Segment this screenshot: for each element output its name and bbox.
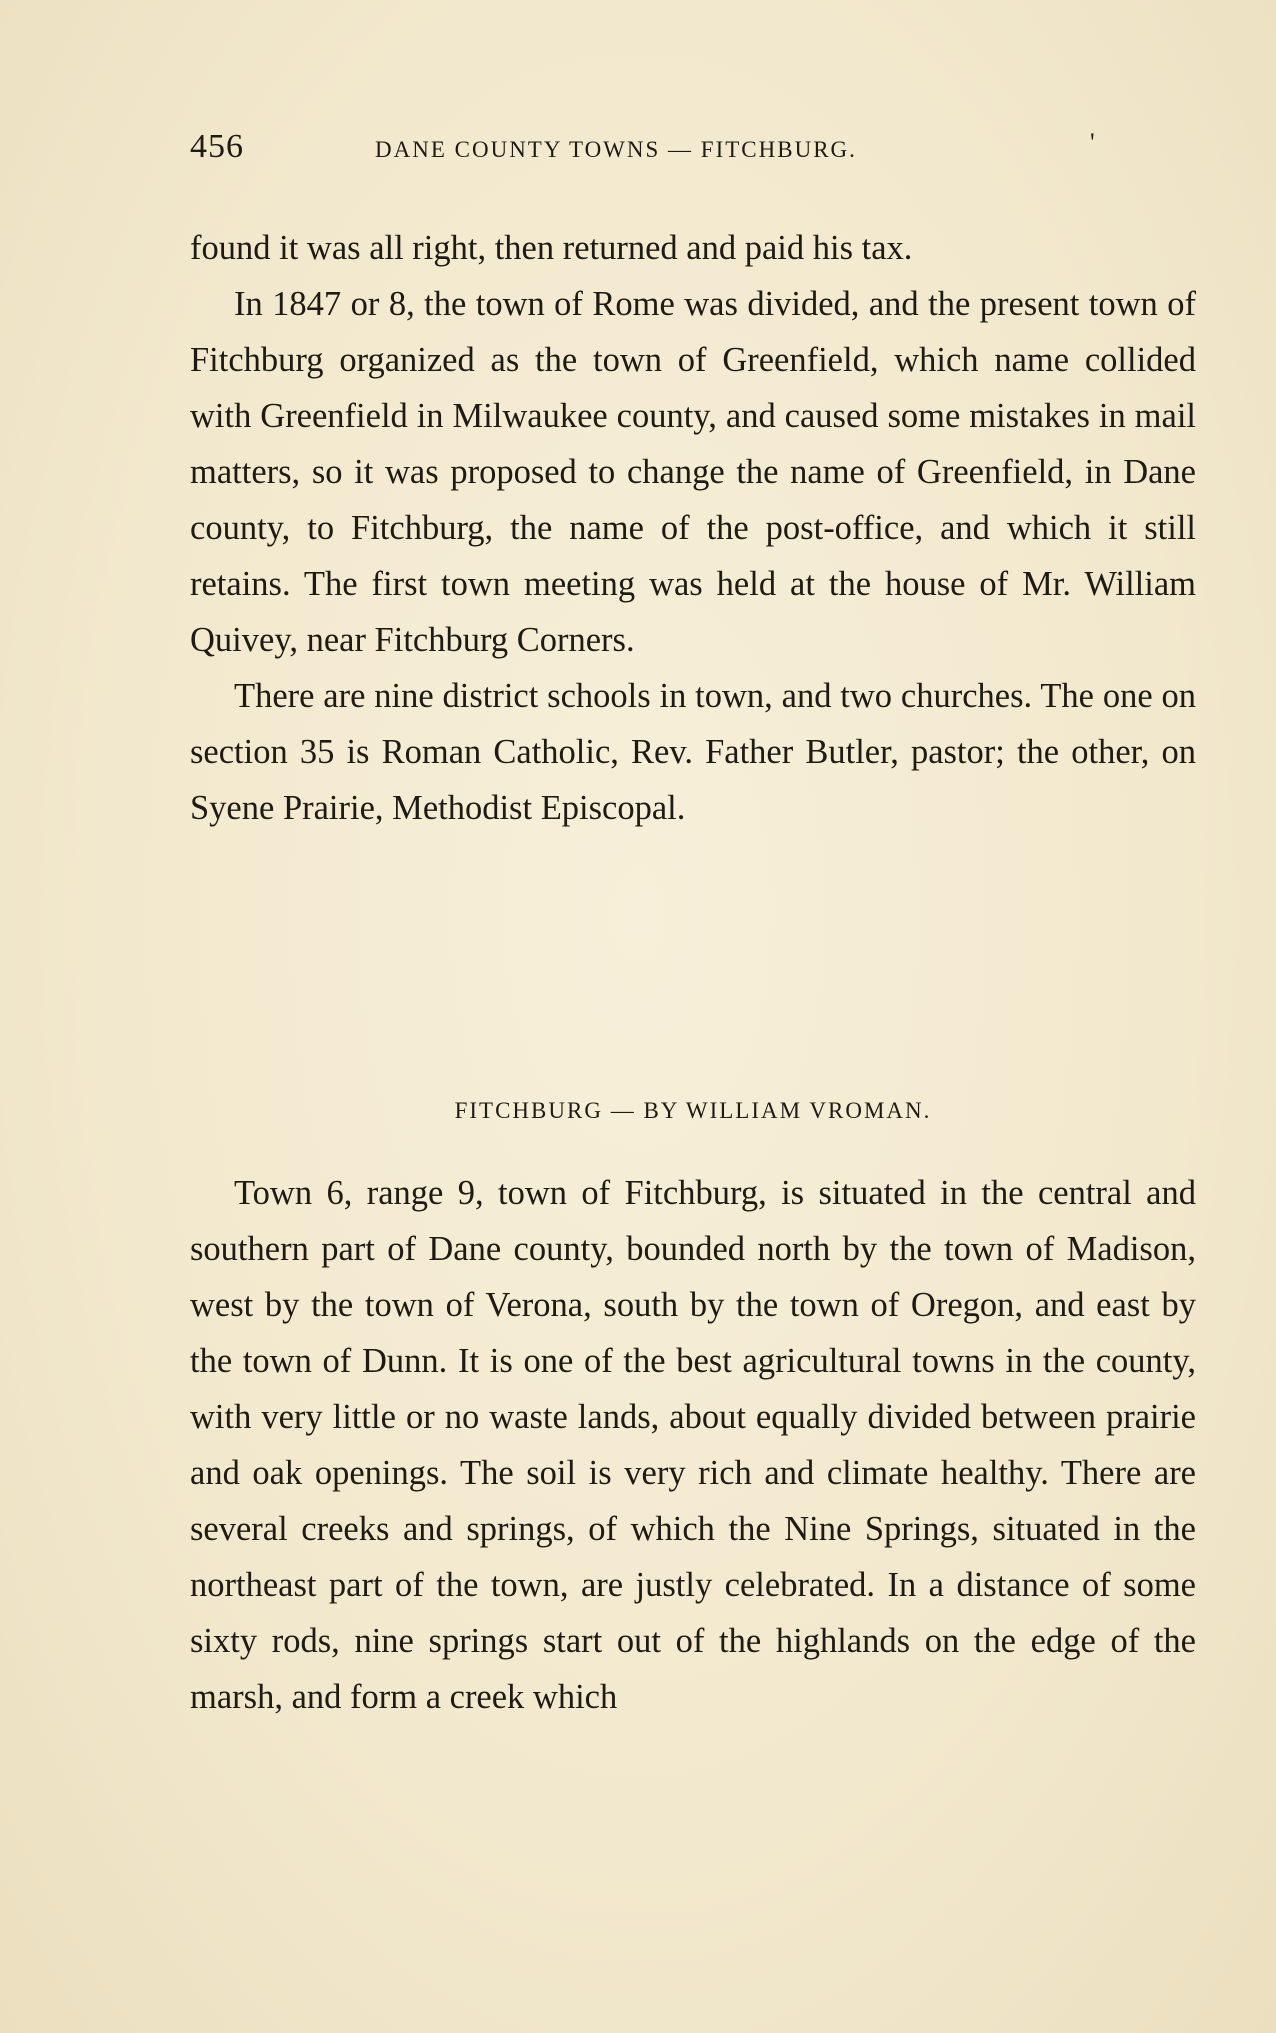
body-text-bottom	[190, 1165, 1196, 1725]
body-text-top	[190, 220, 1196, 836]
paragraph-town-description: Town 6, range 9, town of Fitchburg, is situated in the central and southern part of Dane county, bounded north by the town of Madison, west by the town of Verona, south by the town of Oregon, and east by the town of Dunn. It is one of the best agricultural towns in the county, with very little or no waste lands, about equally divided between prairie and oak openings. The soil is very rich and climate healthy. There are several creeks and springs, of which the Nine Springs, situated in the northeast part of the town, are justly celebrated. In a distance of some sixty rods, nine springs start out of the highlands on the edge of the marsh, and form a creek which	[190, 1174, 1196, 1716]
paragraph-schools-churches: There are nine district schools in town, and two churches. The one on section 35 is Roman Catholic, Rev. Father Butler, pastor; the other, on Syene Prairie, Methodist Episcopal.	[190, 677, 1196, 827]
page-number: 456	[190, 128, 244, 165]
paragraph-continuation: found it was all right, then returned and paid his tax.	[190, 229, 913, 267]
running-head-title: DANE COUNTY TOWNS — FITCHBURG.	[375, 137, 857, 162]
paragraph-town-history: In 1847 or 8, the town of Rome was divided, and the present town of Fitchburg organized as the town of Greenfield, which name collided with Greenfield in Milwaukee county, and caused some mistakes in mail matters, so it was proposed to change the name of Greenfield, in Dane county, to Fitchburg, the name of the post-office, and which it still retains. The first town meeting was held at the house of Mr. William Quivey, near Fitchburg Corners.	[190, 285, 1196, 659]
running-head	[190, 128, 1100, 168]
section-heading: FITCHBURG — BY WILLIAM VROMAN.	[454, 1098, 932, 1123]
running-head-mark: '	[1090, 128, 1095, 157]
